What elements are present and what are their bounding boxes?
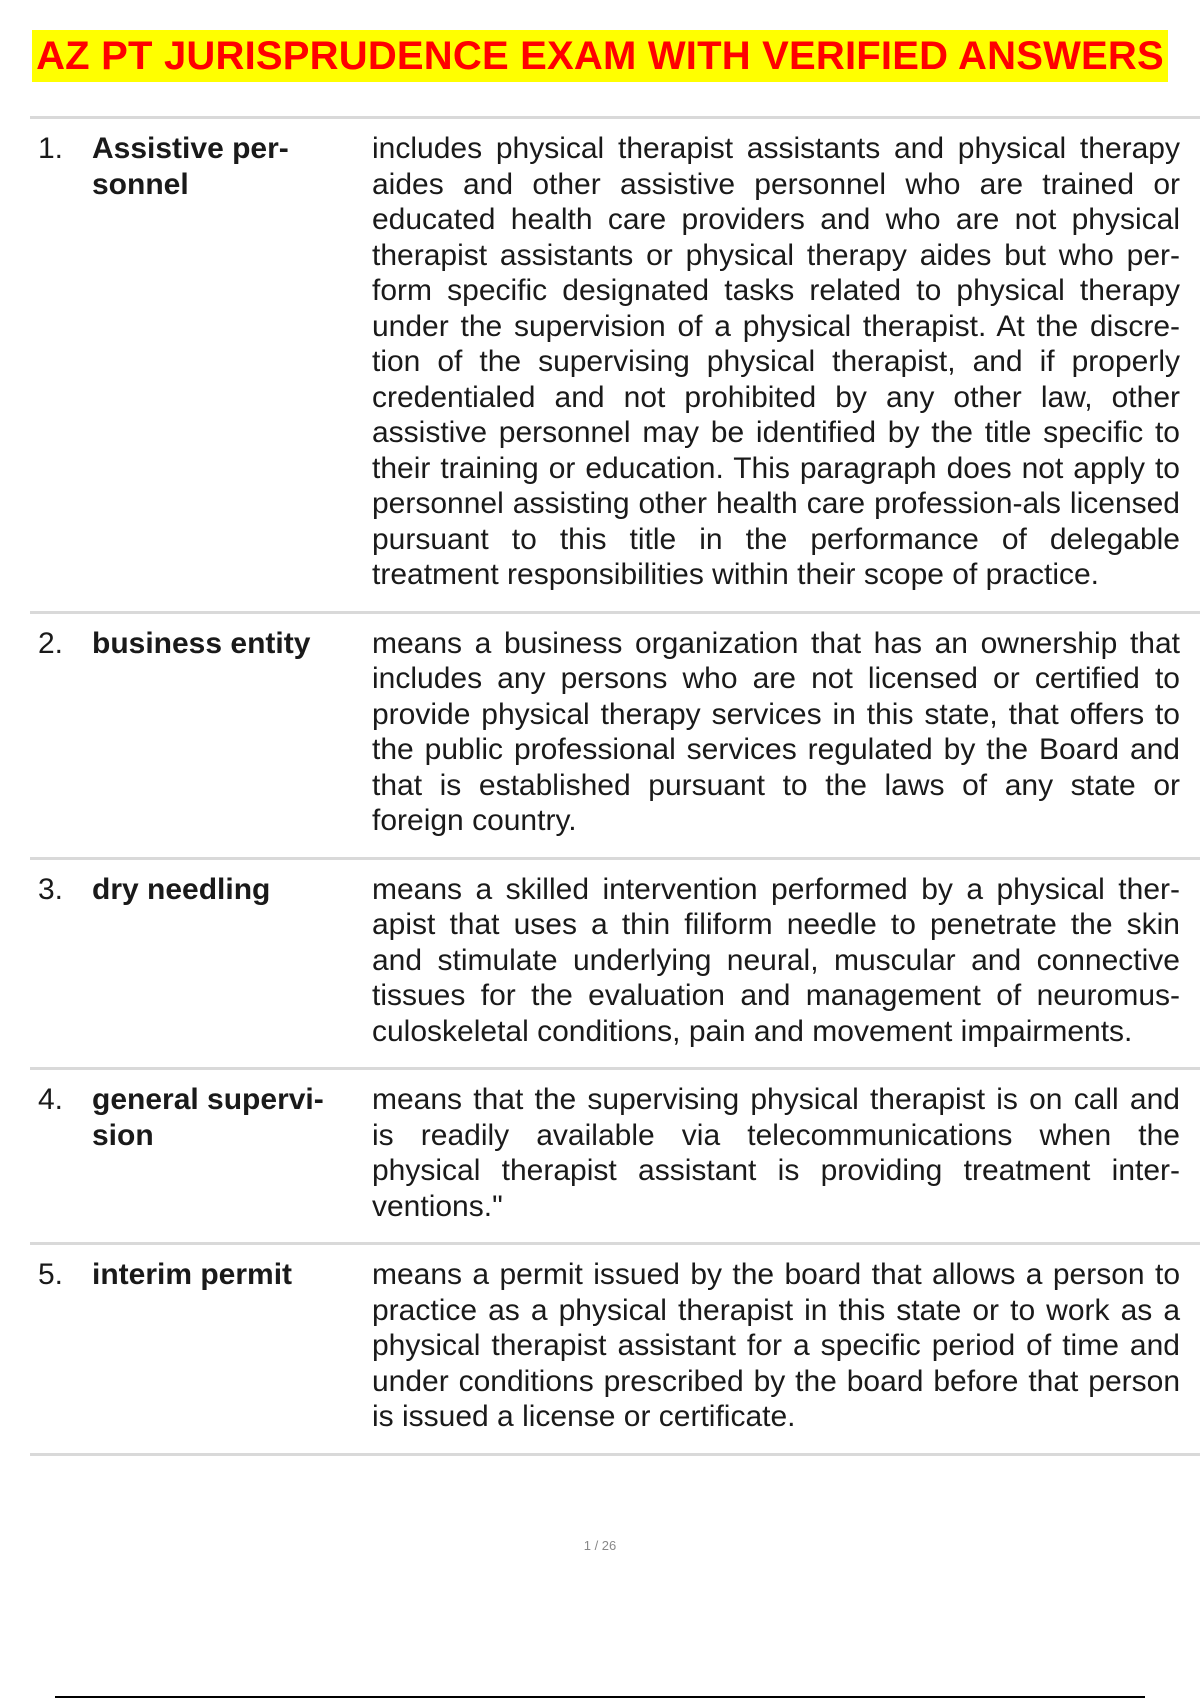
flashcard-item [30,1067,1200,1242]
item-number: 2. [38,626,64,660]
item-number: 5. [38,1258,64,1291]
item-term: business entity [92,626,311,660]
item-definition: means a skilled intervention performed by a physical ther-apist that uses a thin filiform needle to penetrate the skin and stimulate underlying neural, muscular and connective tissues for the evaluation and management of neuromus-culoskeletal conditions, pain and movement impairments. [372,872,1180,1048]
bottom-divider [55,1696,1145,1698]
item-definition: means a business organization that has an ownership that includes any persons who are not licensed or certified to provide physical therapy services in this state, that offers to the public professional services regulated by the Board and that is established pursuant to the laws of any state or foreign country. [372,626,1180,837]
flashcard-item [30,857,1200,1068]
page-indicator: 1 / 26 [583,1538,617,1553]
item-term: dry needling [92,872,271,906]
flashcard-item [30,1242,1200,1456]
item-term: Assistive per-sonnel [92,132,289,201]
item-definition: means a permit issued by the board that allows a person to practice as a physical therapist in this state or to work as a physical therapist assistant for a specific period of time and under conditions prescribed by the board before that person is issued a license or certificate. [372,1258,1180,1433]
item-definition: means that the supervising physical therapist is on call and is readily available via telecommunications when the physical therapist assistant is providing treatment inter-ventions." [372,1083,1180,1223]
flashcard-item [30,611,1200,857]
item-term: interim permit [92,1258,293,1291]
title-container [0,30,1200,82]
item-definition: includes physical therapist assistants and physical therapy aides and other assistive personnel who are trained or educated health care providers and who are not physical therapist assistants or physical therapy aides but who per-form specific designated tasks related to physical therapy under the supervision of a physical therapist. At the discre-tion of the supervising physical therapist, and if properly credentialed and not prohibited by any other law, other assistive personnel may be identified by the title specific to their training or education. This paragraph does not apply to personnel assisting other health care profession-als licensed pursuant to this title in the performance of delegable treatment responsibilities within their scope of practice. [372,132,1180,591]
page-title: AZ PT JURISPRUDENCE EXAM WITH VERIFIED ANSWERS [32,30,1168,82]
flashcard-item [30,116,1200,611]
flashcard-list [30,116,1200,1456]
item-number: 1. [38,132,64,165]
item-number: 3. [38,872,64,906]
item-term: general supervi-sion [92,1083,324,1152]
item-number: 4. [38,1083,64,1116]
